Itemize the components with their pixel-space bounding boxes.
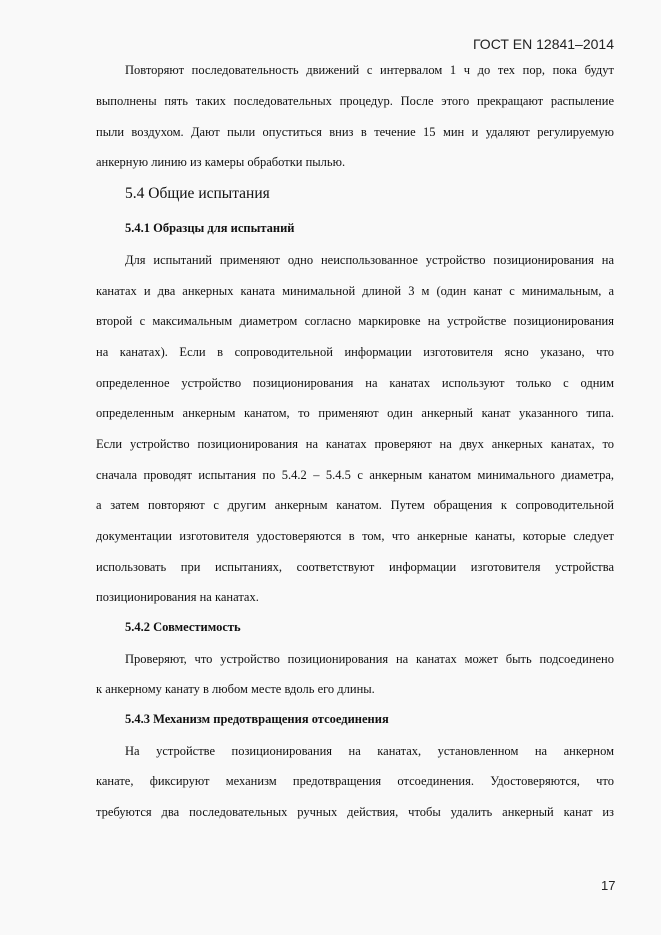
text-line: анкерную линию из камеры обработки пылью. <box>96 155 346 169</box>
text-line: Для испытаний применяют одно неиспользованное устройство позиционирования на <box>125 253 614 267</box>
text-line: выполнены пять таких последовательных процедур. После этого прекращают распыление <box>96 94 614 108</box>
text-line: документации изготовителя удостоверяются в том, что анкерные канаты, которые следует <box>96 529 614 543</box>
text-line: На устройстве позиционирования на канатах, установленном на анкерном <box>125 744 614 758</box>
text-line: канате, фиксируют механизм предотвращения отсоединения. Удостоверяются, что <box>96 774 614 788</box>
text-line: а затем повторяют с другим анкерным канатом. Путем обращения к сопроводительной <box>96 498 614 512</box>
text-line: второй с максимальным диаметром согласно маркировке на устройстве позиционирования <box>96 314 614 328</box>
section-heading-5-4: 5.4 Общие испытания <box>125 185 270 202</box>
text-line: пыли воздухом. Дают пыли опуститься вниз в течение 15 мин и удаляют регулируемую <box>96 125 614 139</box>
text-line: Проверяют, что устройство позиционирования на канатах может быть подсоединено <box>125 652 614 666</box>
section-heading-5-4-1: 5.4.1 Образцы для испытаний <box>125 221 295 235</box>
text-line: Повторяют последовательность движений с интервалом 1 ч до тех пор, пока будут <box>125 63 614 77</box>
text-line: определенное устройство позиционирования на канатах используют только с одним <box>96 376 614 390</box>
section-heading-5-4-2: 5.4.2 Совместимость <box>125 620 241 634</box>
text-line: канатах и два анкерных каната минимальной длиной 3 м (один канат с минимальным, а <box>96 284 614 298</box>
text-line: использовать при испытаниях, соответствуют информации изготовителя устройства <box>96 560 614 574</box>
text-line: Если устройство позиционирования на канатах проверяют на двух анкерных канатах, то <box>96 437 614 451</box>
section-heading-5-4-3: 5.4.3 Механизм предотвращения отсоединения <box>125 712 389 726</box>
document-code-header: ГОСТ EN 12841–2014 <box>473 36 614 52</box>
text-line: сначала проводят испытания по 5.4.2 – 5.4.5 с анкерным канатом минимального диаметра, <box>96 468 614 482</box>
page-number: 17 <box>601 878 616 893</box>
text-line: на канатах). Если в сопроводительной информации изготовителя ясно указано, что <box>96 345 614 359</box>
text-line: требуются два последовательных ручных действия, чтобы удалить анкерный канат из <box>96 805 614 819</box>
text-line: позиционирования на канатах. <box>96 590 259 604</box>
text-line: к анкерному канату в любом месте вдоль его длины. <box>96 682 375 696</box>
text-line: определенным анкерным канатом, то применяют один анкерный канат указанного типа. <box>96 406 614 420</box>
